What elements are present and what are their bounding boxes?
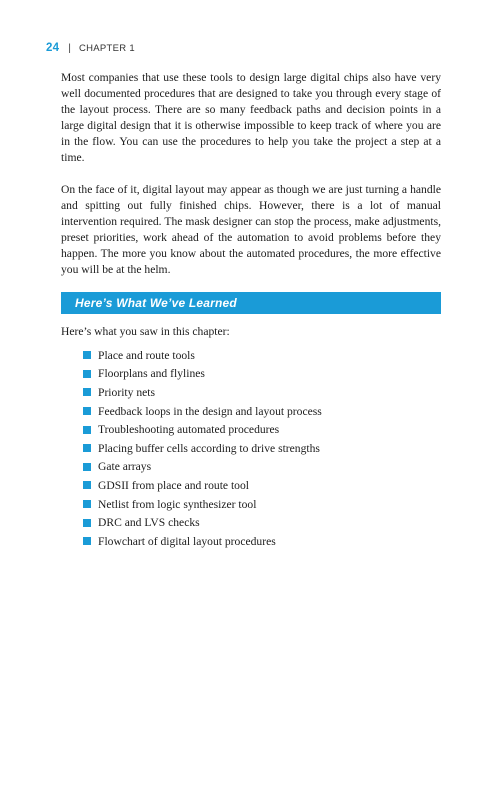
summary-list [83,346,322,551]
body-paragraph-2: On the face of it, digital layout may appear as though we are just turning a handle and spitting out fully finished chips. However, there is a lot of manual intervention required. The mask designer can stop the process, make adjustments, preset priorities, work ahead of the automation to avoid problems before they happen. The more you know about the automated procedures, the more effective you will be at the helm. [61,183,441,277]
list-item [83,439,322,458]
list-item-text: Place and route tools [98,348,195,362]
list-item-text: Priority nets [98,385,156,399]
square-bullet-icon [83,537,91,545]
list-item-text: Gate arrays [98,460,152,474]
list-item-text: Floorplans and flylines [98,367,205,381]
section-heading-band [61,292,441,314]
square-bullet-icon [83,481,91,489]
square-bullet-icon [83,444,91,452]
list-item [83,383,322,402]
square-bullet-icon [83,370,91,378]
list-item [83,476,322,495]
list-item-text: Troubleshooting automated procedures [98,423,280,437]
body-paragraph-1: Most companies that use these tools to design large digital chips also have very well documented procedures that are designed to take you through every stage of the layout process. There are so many feedback paths and decision points in a large digital design that it is otherwise impossible to keep track of where you are in the flow. You can use the procedures to help you take the project a step at a time. [61,71,441,165]
list-item-text: Placing buffer cells according to drive strengths [98,441,320,455]
list-item [83,458,322,477]
square-bullet-icon [83,388,91,396]
page-number: 24 [46,42,60,54]
square-bullet-icon [83,519,91,527]
square-bullet-icon [83,426,91,434]
square-bullet-icon [83,463,91,471]
list-item [83,532,322,551]
list-item [83,402,322,421]
square-bullet-icon [83,407,91,415]
chapter-label: CHAPTER 1 [78,42,135,54]
list-item-text: Flowchart of digital layout procedures [98,534,276,548]
running-header [46,40,135,56]
list-item [83,346,322,365]
list-item [83,365,322,384]
square-bullet-icon [83,351,91,359]
list-item-text: Netlist from logic synthesizer tool [98,497,257,511]
summary-intro: Here’s what you saw in this chapter: [61,325,230,338]
list-item-text: Feedback loops in the design and layout process [98,404,322,418]
square-bullet-icon [83,500,91,508]
list-item-text: DRC and LVS checks [98,516,200,530]
list-item-text: GDSII from place and route tool [98,478,249,492]
header-separator: | [68,42,71,54]
list-item [83,513,322,532]
list-item [83,495,322,514]
list-item [83,420,322,439]
section-heading: Here’s What We’ve Learned [75,296,237,310]
